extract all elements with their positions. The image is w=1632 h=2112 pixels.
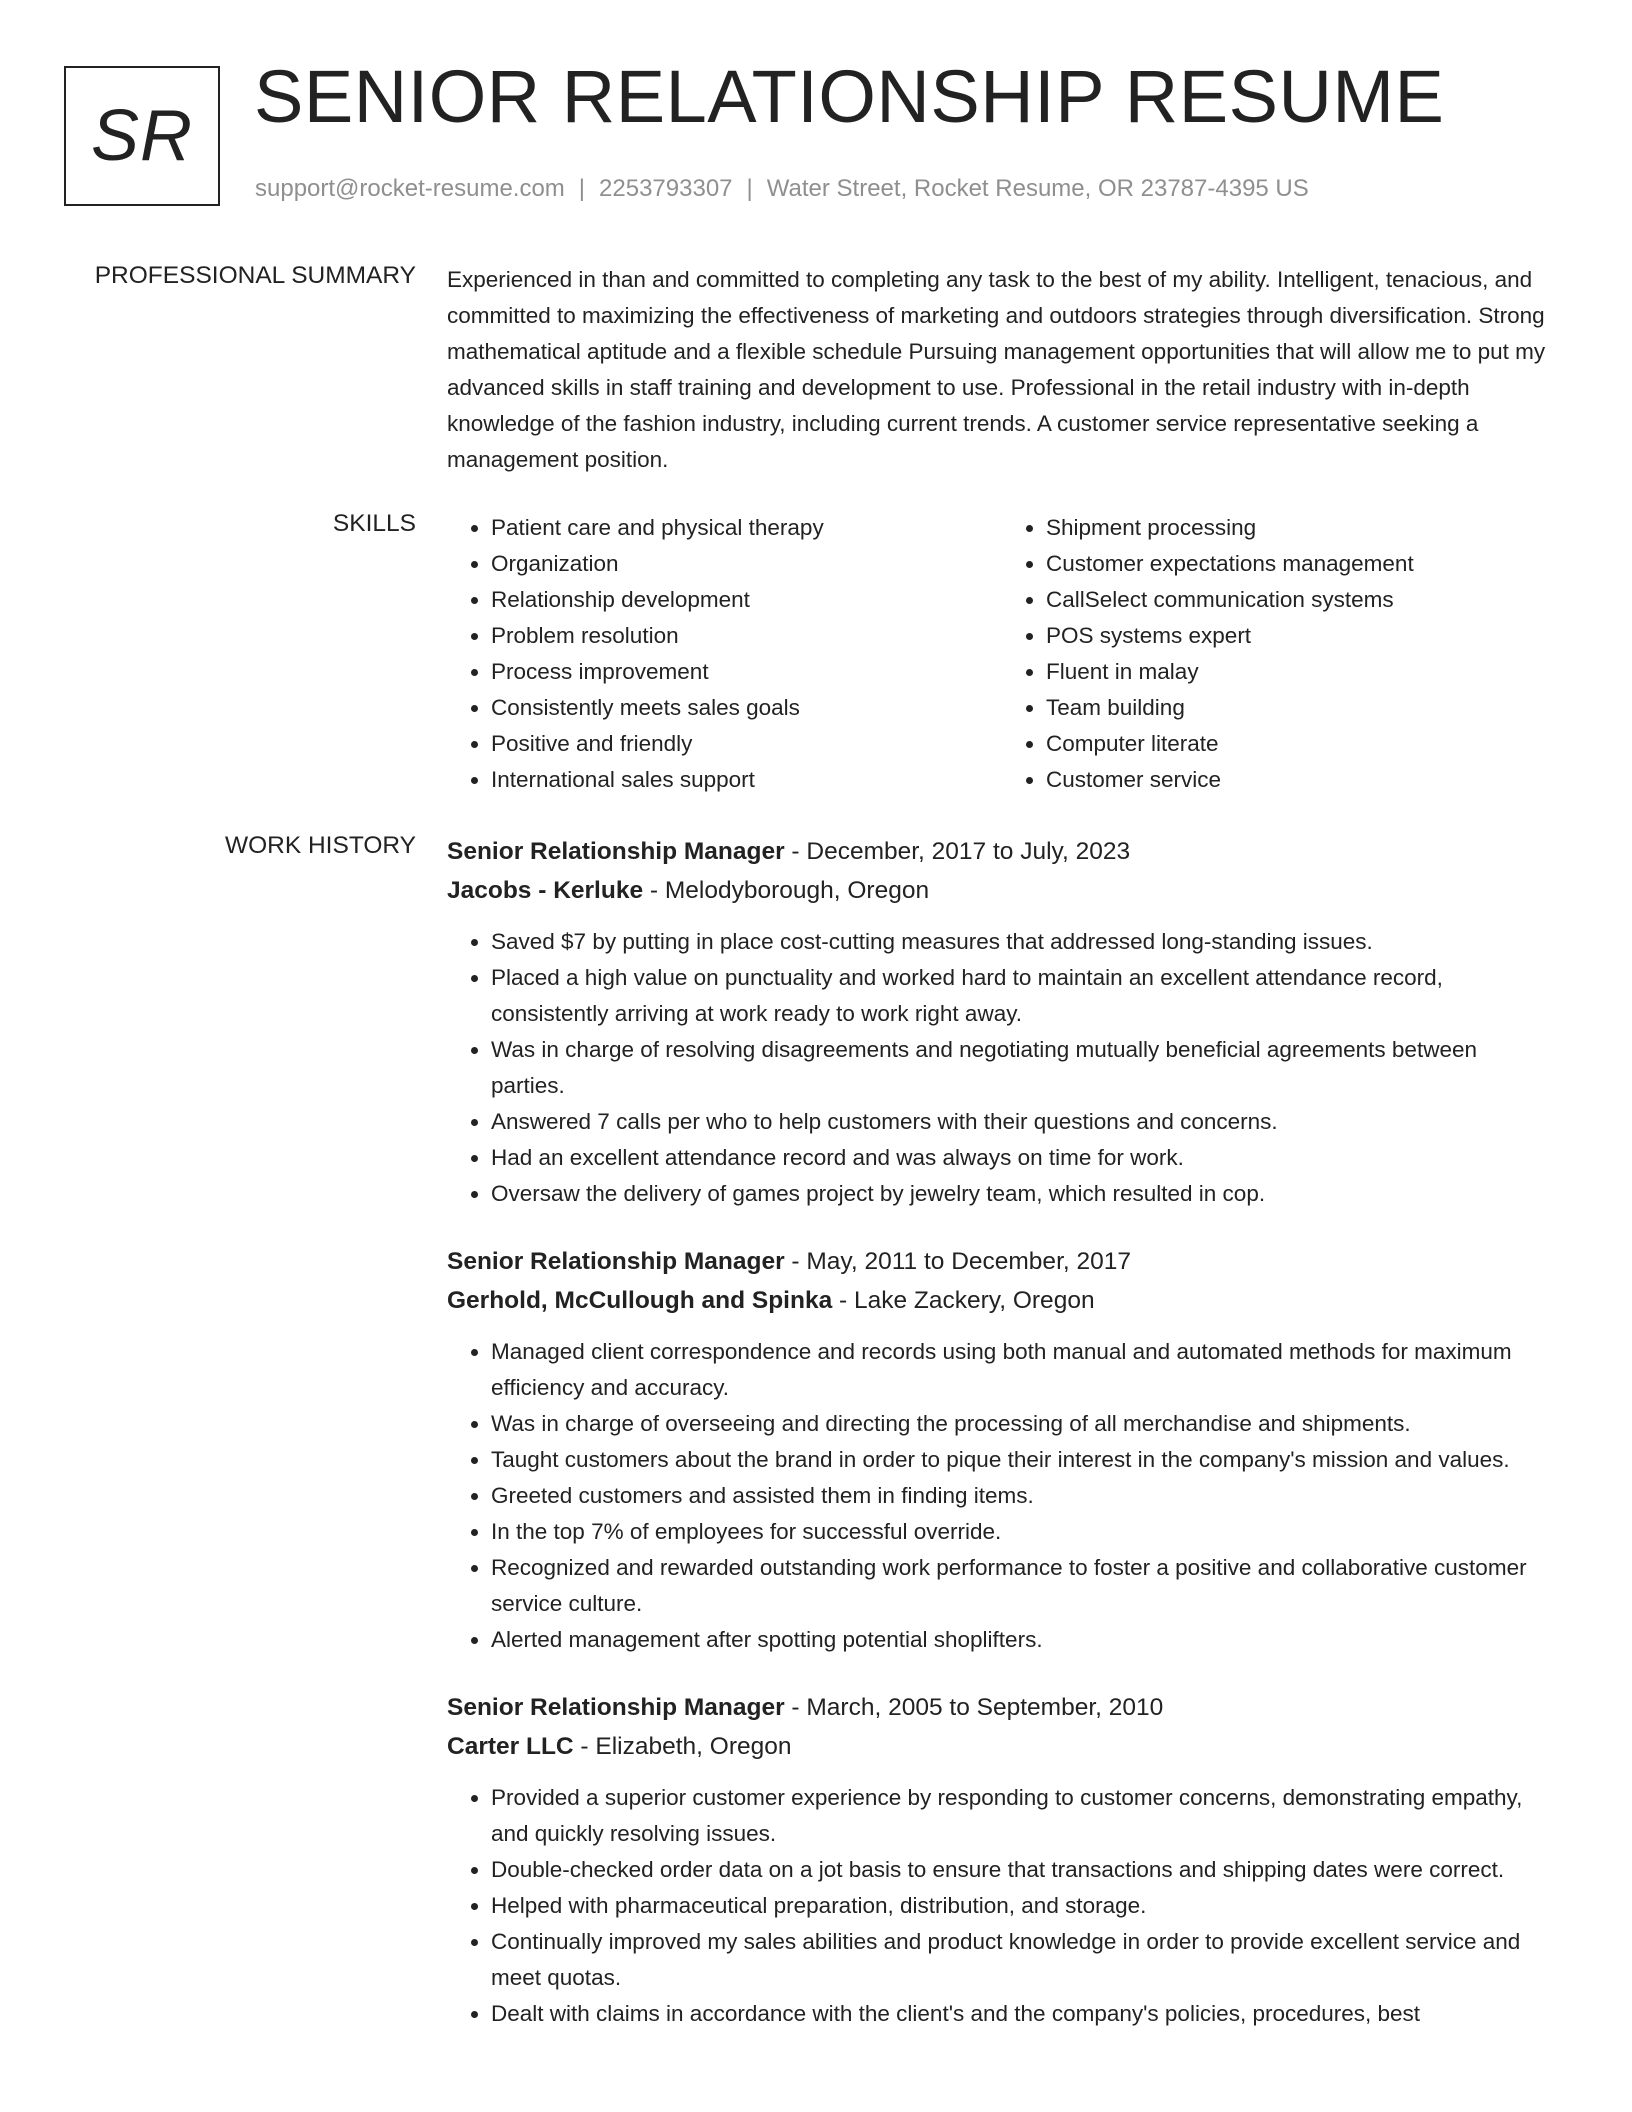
resume-title: SENIOR RELATIONSHIP RESUME: [254, 55, 1445, 138]
job-title-line: [447, 1242, 1557, 1281]
summary-body: [447, 262, 1557, 478]
job-company: Jacobs - Kerluke: [447, 877, 644, 904]
skill-item: • Positive and friendly: [491, 726, 1002, 762]
job-bullet: • Was in charge of overseeing and directing the processing of all merchandise and shipments.: [491, 1406, 1557, 1442]
job-bullet-list: [447, 1334, 1557, 1658]
skill-item: • Fluent in malay: [1046, 654, 1557, 690]
job-location: - Lake Zackery, Oregon: [832, 1287, 1095, 1314]
skill-item: • CallSelect communication systems: [1046, 582, 1557, 618]
job-location: - Elizabeth, Oregon: [573, 1733, 792, 1760]
skill-item: • Problem resolution: [491, 618, 1002, 654]
job-bullet: • In the top 7% of employees for successful override.: [491, 1514, 1557, 1550]
job-company: Gerhold, McCullough and Spinka: [447, 1287, 833, 1314]
job-bullet: • Dealt with claims in accordance with the client's and the company's policies, procedures, best: [491, 1996, 1557, 2032]
job-company-line: [447, 871, 1557, 910]
skill-item: • Patient care and physical therapy: [491, 510, 1002, 546]
job-bullet-list: [447, 924, 1557, 1212]
skill-item: • Process improvement: [491, 654, 1002, 690]
job-bullet: • Alerted management after spotting potential shoplifters.: [491, 1622, 1557, 1658]
section-title-skills: SKILLS: [332, 510, 416, 537]
contact-separator: |: [578, 175, 586, 202]
contact-line: [255, 175, 1309, 203]
monogram-box: [64, 66, 220, 206]
job-bullet: • Continually improved my sales abilities and product knowledge in order to provide excellent service and meet quotas.: [491, 1924, 1557, 1996]
contact-separator: |: [746, 175, 753, 202]
job-company-line: [447, 1727, 1557, 1766]
contact-phone[interactable]: 2253793307: [599, 175, 733, 202]
job-company-line: [447, 1281, 1557, 1320]
skill-item: • Computer literate: [1046, 726, 1557, 762]
job-bullet: • Placed a high value on punctuality and worked hard to maintain an excellent attendance record, consistently arriving at work ready to work right away.: [491, 960, 1557, 1032]
job-bullet: • Helped with pharmaceutical preparation, distribution, and storage.: [491, 1888, 1557, 1924]
job-company: Carter LLC: [447, 1733, 574, 1760]
skill-item: • POS systems expert: [1046, 618, 1557, 654]
skill-item: • Shipment processing: [1046, 510, 1557, 546]
skills-column-right: [1002, 510, 1557, 798]
job-entry: [447, 1688, 1557, 2032]
job-bullet: • Saved $7 by putting in place cost-cutting measures that addressed long-standing issues.: [491, 924, 1557, 960]
job-bullet: • Managed client correspondence and records using both manual and automated methods for maximum efficiency and accuracy.: [491, 1334, 1557, 1406]
summary-text: Experienced in than and committed to completing any task to the best of my ability. Intelligent, tenacious, and committed to maximizing the effectiveness of marketing and outdoors strategies through diversification. Strong mathematical aptitude and a flexible schedule Pursuing management opportunities that will allow me to put my advanced skills in staff training and development to use. Professional in the retail industry with in-depth knowledge of the fashion industry, including current trends. A customer service representative seeking a management position.: [447, 267, 1546, 472]
job-bullet: • Taught customers about the brand in order to pique their interest in the company's mission and values.: [491, 1442, 1557, 1478]
skill-item: • Team building: [1046, 690, 1557, 726]
skill-item: • Consistently meets sales goals: [491, 690, 1002, 726]
job-bullet: • Was in charge of resolving disagreements and negotiating mutually beneficial agreements between parties.: [491, 1032, 1557, 1104]
work-body: [447, 832, 1557, 2062]
skill-item: • Customer service: [1046, 762, 1557, 798]
job-dates: - March, 2005 to September, 2010: [784, 1694, 1164, 1721]
skill-item: • Organization: [491, 546, 1002, 582]
job-bullet: • Double-checked order data on a jot basis to ensure that transactions and shipping dates were correct.: [491, 1852, 1557, 1888]
job-bullet: • Greeted customers and assisted them in finding items.: [491, 1478, 1557, 1514]
job-role: Senior Relationship Manager: [447, 1694, 785, 1721]
skill-item: • Relationship development: [491, 582, 1002, 618]
monogram-initials: SR: [90, 96, 194, 176]
job-dates: - May, 2011 to December, 2017: [784, 1248, 1131, 1275]
skill-item: • International sales support: [491, 762, 1002, 798]
job-bullet-list: [447, 1780, 1557, 2032]
job-bullet: • Oversaw the delivery of games project by jewelry team, which resulted in cop.: [491, 1176, 1557, 1212]
job-bullet: • Had an excellent attendance record and was always on time for work.: [491, 1140, 1557, 1176]
contact-email[interactable]: support@rocket-resume.com: [255, 175, 565, 202]
job-role: Senior Relationship Manager: [447, 838, 785, 865]
job-entry: [447, 832, 1557, 1212]
job-bullet: • Provided a superior customer experience by responding to customer concerns, demonstrating empathy, and quickly resolving issues.: [491, 1780, 1557, 1852]
skills-column-left: [447, 510, 1002, 798]
job-title-line: [447, 1688, 1557, 1727]
job-location: - Melodyborough, Oregon: [643, 877, 930, 904]
section-title-summary: PROFESSIONAL SUMMARY: [94, 262, 416, 289]
skills-grid: [447, 510, 1557, 798]
skill-item: • Customer expectations management: [1046, 546, 1557, 582]
job-role: Senior Relationship Manager: [447, 1248, 785, 1275]
job-bullet: • Answered 7 calls per who to help customers with their questions and concerns.: [491, 1104, 1557, 1140]
job-bullet: • Recognized and rewarded outstanding work performance to foster a positive and collaborative customer service culture.: [491, 1550, 1557, 1622]
job-dates: - December, 2017 to July, 2023: [784, 838, 1131, 865]
job-entry: [447, 1242, 1557, 1658]
contact-address: Water Street, Rocket Resume, OR 23787-4395 US: [766, 175, 1309, 202]
section-title-work: WORK HISTORY: [224, 832, 416, 859]
skills-body: [447, 510, 1557, 798]
job-title-line: [447, 832, 1557, 871]
